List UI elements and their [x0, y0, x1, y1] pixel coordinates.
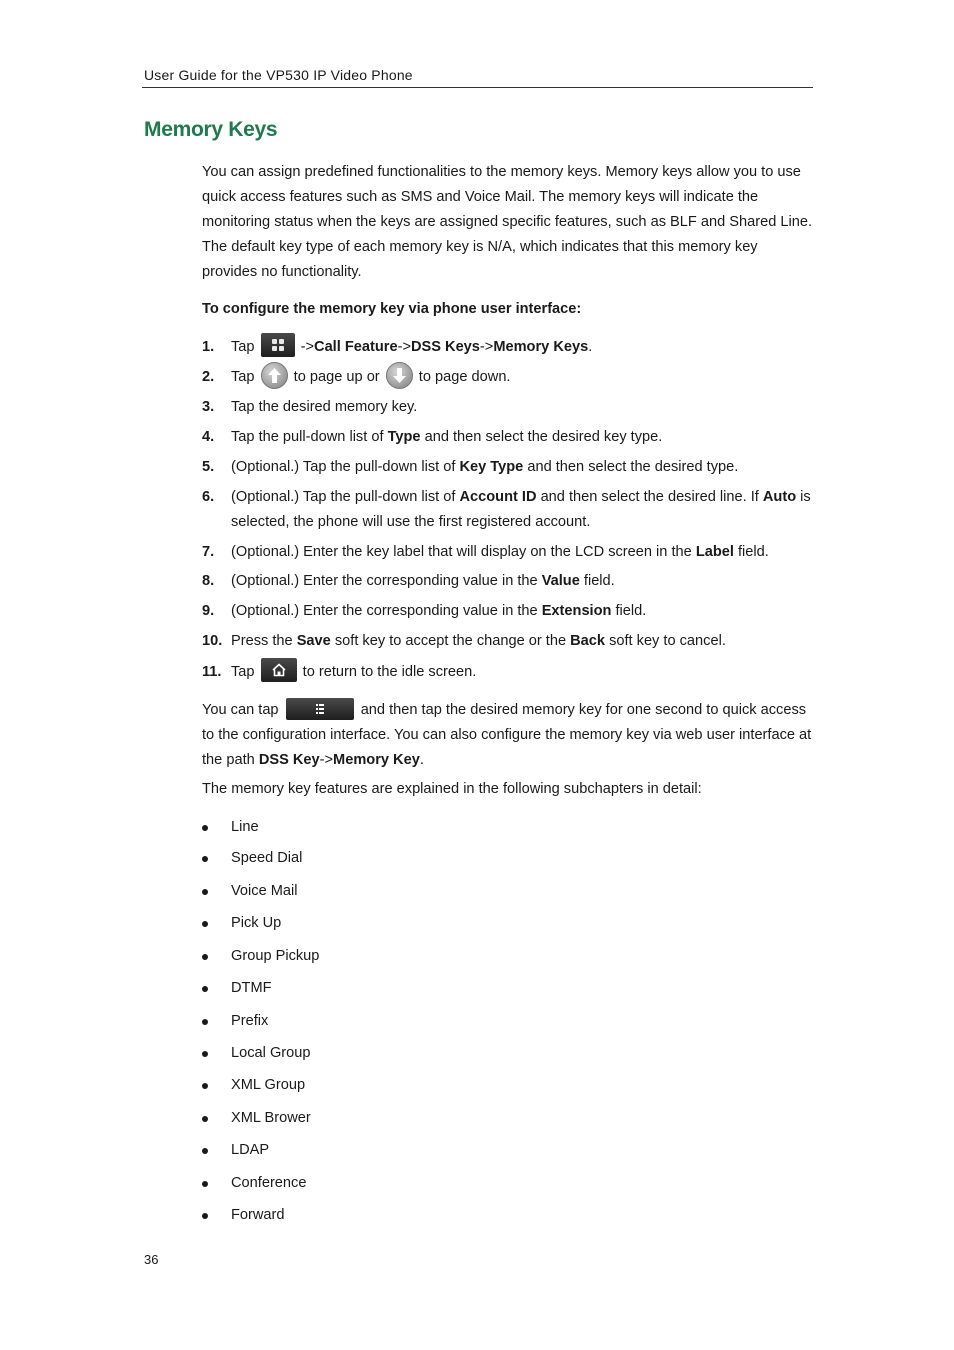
options-list-icon — [286, 698, 354, 720]
bullet-icon — [202, 825, 208, 831]
step-number: 6. — [202, 489, 215, 505]
step-text: Press the Save soft key to accept the change or the Back soft key to cancel. — [231, 633, 726, 649]
header-text: User Guide for the VP530 IP Video Phone — [144, 67, 413, 83]
option-auto: Auto — [762, 489, 797, 505]
step-2-tap: Tap — [231, 369, 255, 385]
procedure-heading: To configure the memory key via phone user interface: — [202, 301, 582, 317]
feature-name: Conference — [231, 1175, 307, 1191]
bullet-icon — [202, 1181, 208, 1187]
bullet-icon — [202, 986, 208, 992]
page-up-arrow-icon — [261, 362, 288, 389]
bullet-icon — [202, 1213, 208, 1219]
step-number: 5. — [202, 459, 215, 475]
step-text: Tap the desired memory key. — [231, 399, 418, 415]
step-number: 11. — [202, 664, 222, 680]
page-down-arrow-icon — [386, 362, 413, 389]
web-path-dss-key: DSS Key — [258, 752, 320, 768]
feature-name: DTMF — [231, 980, 272, 996]
bullet-icon — [202, 856, 208, 862]
bullet-icon — [202, 1148, 208, 1154]
step-2-end: to page down. — [418, 369, 511, 385]
step-text: (Optional.) Tap the pull-down list of Account ID and then select the desired line. If Auto is selected, the phone will use the first registered account. — [231, 489, 811, 530]
feature-name: Prefix — [231, 1013, 269, 1029]
step-1-arrow-2: -> — [397, 339, 411, 355]
softkey-save: Save — [296, 633, 331, 649]
menu-path-memory-keys: Memory Keys — [493, 339, 589, 355]
menu-grid-icon — [261, 333, 295, 357]
step-1-arrow-3: -> — [479, 339, 494, 355]
bullet-icon — [202, 921, 208, 927]
web-path-memory-key: Memory Key — [333, 752, 420, 768]
step-1-end: . — [588, 339, 593, 355]
step-number: 1. — [202, 339, 215, 355]
menu-path-call-feature: Call Feature — [314, 339, 398, 355]
field-key-type: Key Type — [459, 459, 524, 475]
step-number: 10. — [202, 633, 223, 649]
step-text: (Optional.) Enter the corresponding value in the Value field. — [231, 573, 615, 589]
feature-name: Pick Up — [231, 915, 282, 931]
feature-name: LDAP — [231, 1142, 270, 1158]
step-11-tap: Tap — [231, 664, 255, 680]
features-intro: The memory key features are explained in the following subchapters in detail: — [202, 781, 702, 797]
field-account-id: Account ID — [459, 489, 537, 505]
step-2-middle: to page up or — [293, 369, 380, 385]
bullet-icon — [202, 1083, 208, 1089]
intro-paragraph: You can assign predefined functionalities to the memory keys. Memory keys allow you to use quick access features such as SMS and Voice Mail. The memory keys will indicate the monitoring status when the keys are assigned specific features, such as BLF and Shared Line. The default key type of each memory key is N/A, which indicates that this memory key provides no functionality. — [202, 164, 813, 280]
bullet-icon — [202, 1116, 208, 1122]
section-title: Memory Keys — [144, 118, 278, 141]
step-text — [231, 365, 816, 390]
step-number: 7. — [202, 544, 215, 560]
step-text — [231, 660, 816, 685]
step-number: 3. — [202, 399, 215, 415]
softkey-back: Back — [570, 633, 606, 649]
feature-name: XML Brower — [231, 1110, 311, 1126]
step-number: 4. — [202, 429, 215, 445]
feature-name: Forward — [231, 1207, 285, 1223]
feature-name: Voice Mail — [231, 883, 298, 899]
bullet-icon — [202, 1019, 208, 1025]
step-text — [231, 335, 816, 360]
feature-name: XML Group — [231, 1077, 306, 1093]
feature-name: Local Group — [231, 1045, 311, 1061]
step-text: (Optional.) Enter the key label that will display on the LCD screen in the Label field. — [231, 544, 769, 560]
header-rule — [142, 87, 813, 88]
menu-path-dss-keys: DSS Keys — [410, 339, 480, 355]
field-extension: Extension — [541, 603, 612, 619]
step-text: (Optional.) Enter the corresponding value in the Extension field. — [231, 603, 647, 619]
feature-name: Speed Dial — [231, 850, 303, 866]
page-number: 36 — [144, 1252, 159, 1267]
feature-name: Group Pickup — [231, 948, 320, 964]
field-value: Value — [541, 573, 580, 589]
step-text: (Optional.) Tap the pull-down list of Key Type and then select the desired type. — [231, 459, 739, 475]
bullet-icon — [202, 889, 208, 895]
step-1-arrow-1: -> — [296, 339, 315, 355]
quick-access-paragraph: You can tap and then tap the desired memory key for one second to quick access to the configuration interface. You can also configure the memory key via web user interface at the path DSS Key->Memory Key. — [202, 698, 814, 773]
step-text: Tap the pull-down list of Type and then select the desired key type. — [231, 429, 663, 445]
bullet-icon — [202, 954, 208, 960]
step-11-end: to return to the idle screen. — [302, 664, 477, 680]
step-number: 9. — [202, 603, 215, 619]
field-type: Type — [387, 429, 421, 445]
bullet-icon — [202, 1051, 208, 1057]
home-icon — [261, 658, 297, 682]
step-number: 8. — [202, 573, 215, 589]
step-1-tap: Tap — [231, 339, 255, 355]
feature-name: Line — [231, 819, 259, 835]
field-label: Label — [695, 544, 734, 560]
step-number: 2. — [202, 369, 215, 385]
